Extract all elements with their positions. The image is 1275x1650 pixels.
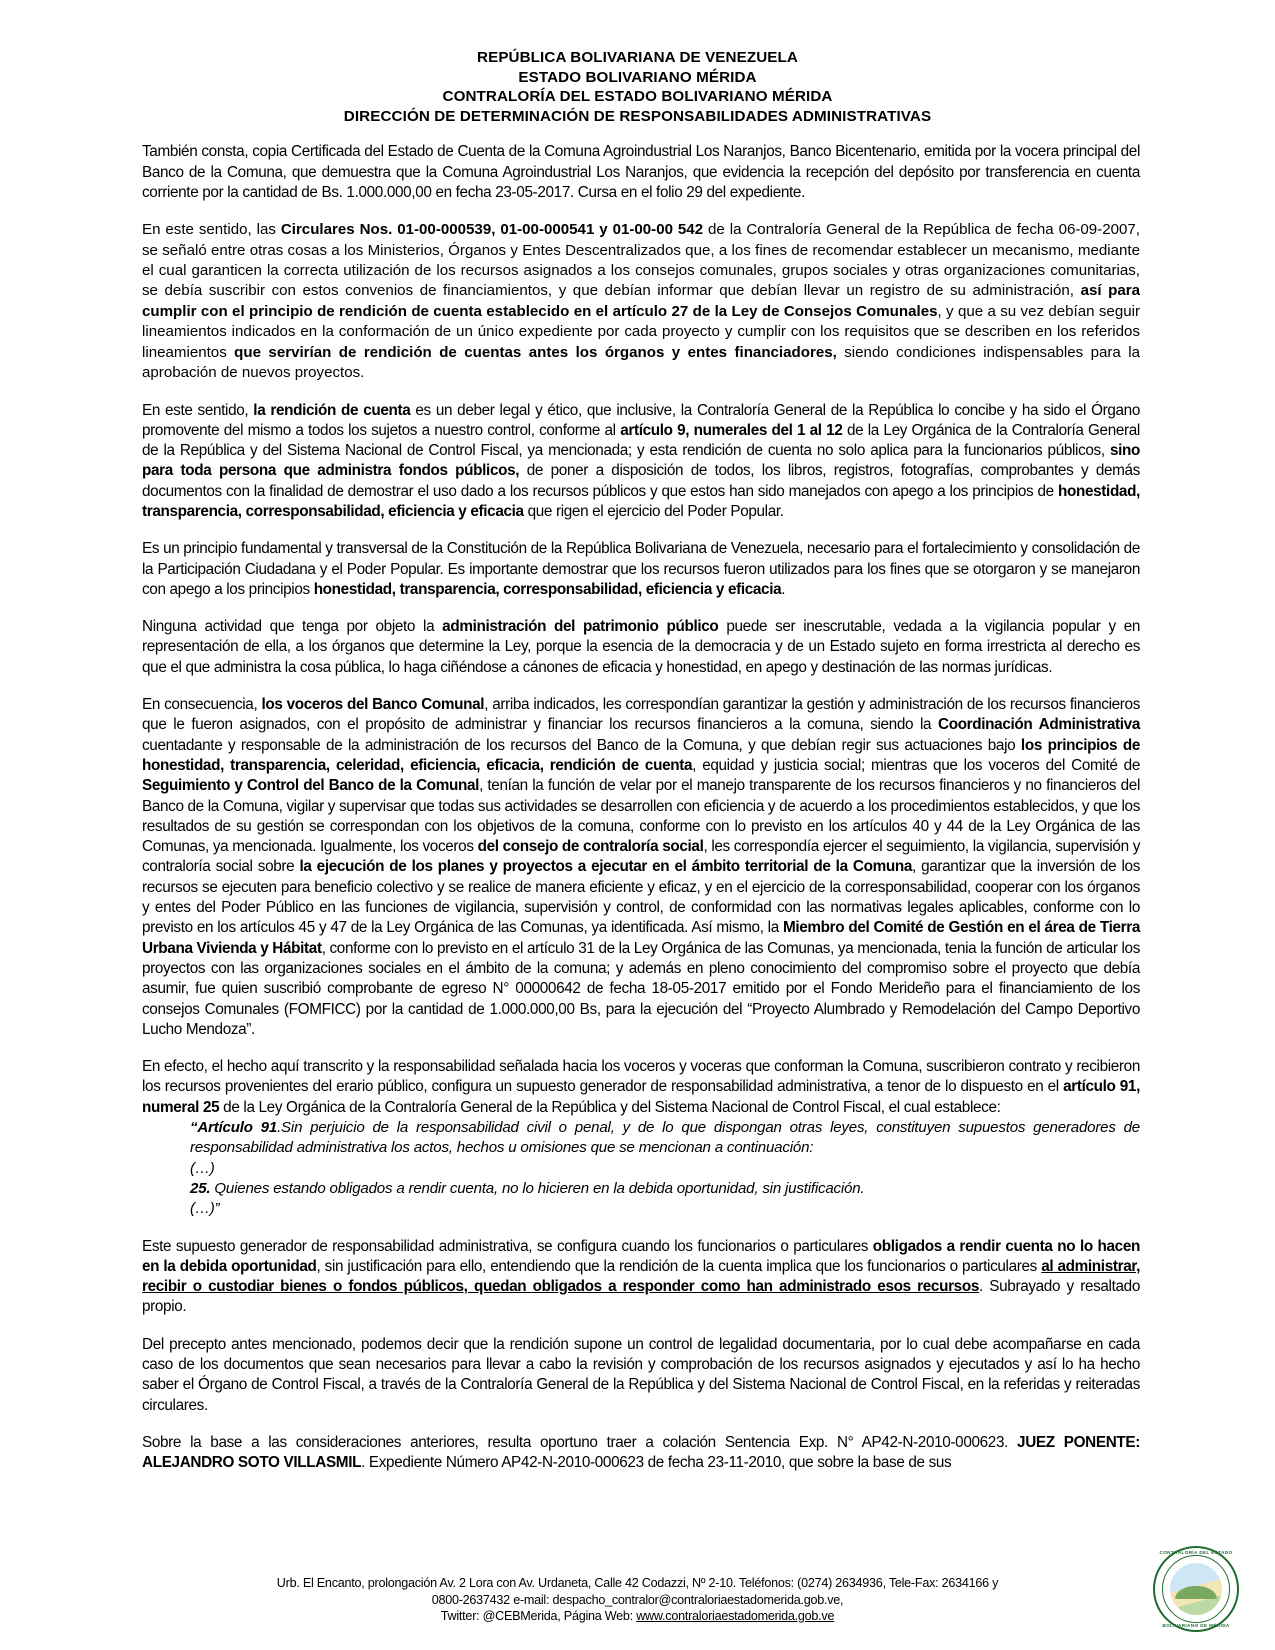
paragraph-circulares	[142, 220, 1140, 383]
text-run: , equidad y justicia social; mientras que los voceros del Comité de	[692, 756, 1140, 774]
bold-run-ejecucion-planes: la ejecución de los planes y proyectos a ejecutar en el ámbito territorial de la Comuna	[299, 858, 912, 876]
bold-run-circulares: Circulares Nos. 01-00-000539, 01-00-000541 y 01-00-00 542	[280, 221, 704, 239]
bold-run-rendicion-cuentas: que servirían de rendición de cuentas antes los órganos y entes financiadores,	[234, 343, 837, 361]
bold-run-principios-3: los principios de honestidad, transparencia, celeridad, eficiencia, eficacia, rendición de cuenta	[142, 736, 1140, 774]
text-run: .Sin perjuicio de la responsabilidad civil o penal, y de lo que dispongan otras leyes, constituyen supuestos generadores de responsabilidad administrativa los actos, hechos u omisiones que se mencionan a continuación:	[190, 1119, 1140, 1157]
bold-run-comite-gestion: Miembro del Comité de Gestión en el área de Tierra Urbana Vivienda y Hábitat	[142, 919, 1140, 957]
paragraph-en-consecuencia	[142, 695, 1140, 1040]
quote-bold-numeral-25: 25.	[190, 1179, 211, 1197]
text-run: Este supuesto generador de responsabilidad administrativa, se configura cuando los funcionarios o particulares	[142, 1237, 873, 1255]
bold-run-toda-persona: sino para toda persona que administra fondos públicos,	[142, 442, 1140, 480]
text-run: En este sentido,	[142, 401, 254, 419]
quote-line-numeral-25	[190, 1179, 1140, 1199]
bold-run-voceros-banco-comunal: los voceros del Banco Comunal	[261, 696, 485, 714]
text-run: . Expediente Número AP42-N-2010-000623 de fecha 23-11-2010, que sobre la base de sus	[361, 1454, 952, 1472]
quote-bold-articulo-91: “Artículo 91	[190, 1119, 278, 1137]
header-line-contraloria: CONTRALORÍA DEL ESTADO BOLIVARIANO MÉRIDA	[442, 88, 833, 106]
text-run: de poner a disposición de todos, los libros, registros, fotografías, comprobantes y demás documentos con la finalidad de demostrar el uso dado a los recursos públicos y que estos han sido manejados con apego a los principios de	[142, 462, 1140, 500]
text-run: Twitter: @CEBMerida, Página Web:	[440, 1608, 637, 1623]
text-run: , conforme con lo previsto en el artículo 31 de la Ley Orgánica de las Comunas, ya mencionada, tenia la función de articular los proyectos con las organizaciones sociales en el ámbito de la comuna; y además en pleno conocimiento del compromiso sobre el proyecto que debía asumir, fue quien suscribió comprobante de egreso N° 00000642 de fecha 18-05-2017 emitido por el Fondo Merideño para el financiamiento de los consejos Comunales (FOMFICC) por la cantidad de 1.000.000,00 Bs, para la ejecución del “Proyecto Alumbrado y Remodelación del Campo Deportivo Lucho Mendoza”.	[142, 939, 1140, 1038]
seal-emblem-graphic	[1170, 1563, 1222, 1615]
bold-run-principio-rendicion: así para cumplir con el principio de rendición de cuenta establecido en el artículo 27 de la Ley de Consejos Comunales	[142, 282, 1140, 320]
text-run: . Subrayado y resaltado propio.	[142, 1278, 1140, 1316]
bold-underline-run-administrar-recursos: al administrar, recibir o custodiar bienes o fondos públicos, quedan obligados a responder como han administrado esos recursos	[142, 1257, 1141, 1296]
quote-block-articulo-91	[190, 1118, 1140, 1219]
footer-website-link[interactable]: www.contraloriaestadomerida.gob.ve	[636, 1608, 835, 1623]
bold-run-principios-2: honestidad, transparencia, corresponsabilidad, eficiencia y eficacia	[313, 580, 782, 598]
header-line-direccion: DIRECCIÓN DE DETERMINACIÓN DE RESPONSABILIDADES ADMINISTRATIVAS	[343, 107, 932, 125]
paragraph-principio-constitucion	[142, 539, 1140, 600]
document-body-continued	[142, 1237, 1140, 1474]
header-line-republica: REPÚBLICA BOLIVARIANA DE VENEZUELA	[477, 49, 798, 66]
seal-bottom-text: BOLIVARIANO DE MÉRIDA	[1162, 1623, 1230, 1628]
document-footer	[0, 1575, 1275, 1624]
text-run: Quienes estando obligados a rendir cuenta, no lo hicieren en la debida oportunidad, sin justificación.	[210, 1179, 865, 1197]
text-run: de la Ley Orgánica de la Contraloría General de la República y del Sistema Nacional de Control Fiscal, el cual establece:	[219, 1098, 1001, 1116]
bold-run-patrimonio-publico: administración del patrimonio público	[442, 618, 719, 636]
bold-run-articulo-9: artículo 9, numerales del 1 al 12	[620, 421, 843, 439]
text-run: En efecto, el hecho aquí transcrito y la responsabilidad señalada hacia los voceros y voceras que conforman la Comuna, suscribieron contrato y recibieron los recursos provenientes del erario público, configura un supuesto generador de responsabilidad administrativa, a tenor de lo dispuesto en el	[142, 1058, 1140, 1096]
text-run: Ninguna actividad que tenga por objeto la	[142, 618, 443, 636]
footer-web-line	[0, 1608, 1275, 1624]
text-run: , arriba indicados, les correspondían garantizar la gestión y administración de los recursos financieros que le fueron asignados, con el propósito de administrar y financiar los recursos financieros a la comuna, siendo la	[142, 696, 1140, 734]
text-run: de la Contraloría General de la República de fecha 06-09-2007, se señaló entre otras cosas a los Ministerios, Órganos y Entes Descentralizados que, a los fines de recomendar establecer un mecanismo, mediante el cual garanticen la correcta utilización de los recursos asignados a los consejos comunales, grupos sociales y otras organizaciones comunitarias, se debía suscribir con estos convenios de financiamientos, y que debían informar que debían llevar un registro de su administración,	[142, 221, 1140, 300]
paragraph-ninguna-actividad	[142, 617, 1140, 678]
text-run: cuentadante y responsable de la administración de los recursos del Banco de la Comuna, y que debían regir sus actuaciones bajo	[142, 736, 1021, 754]
text-run: puede ser inescrutable, vedada a la vigilancia popular y en representación de ella, a los órganos que determine la Ley, porque la esencia de la democracia y de un Estado sujeto en forma irrestricta al derecho es que el que administra la cosa pública, lo haga ciñéndose a cánones de eficacia y honestidad, en apego y destinación de las normas jurídicas.	[142, 618, 1141, 676]
document-header	[0, 0, 1275, 126]
text-run: En consecuencia,	[142, 696, 262, 714]
text-run: , y que a su vez debían seguir lineamientos indicados en la conformación de un único expediente por cada proyecto y cumplir con los requisitos que se describen en los referidos lineamientos	[142, 302, 1140, 361]
text-run: de la Ley Orgánica de la Contraloría General de la República y del Sistema Nacional de Control Fiscal, ya mencionada; y esta rendición de cuenta no solo aplica para la funcionarios públicos,	[142, 421, 1140, 460]
footer-email-line: 0800-2637432 e-mail: despacho_contralor@contraloriaestadomerida.gob.ve,	[431, 1592, 844, 1607]
contraloria-seal-logo	[1153, 1546, 1239, 1632]
seal-top-text: CONTRALORÍA DEL ESTADO	[1159, 1550, 1233, 1555]
paragraph-en-efecto	[142, 1057, 1140, 1118]
text-run: es un deber legal y ético, que inclusive, la Contraloría General de la República lo concibe y ha sido el Órgano promovente del mismo a todos los sujetos a nuestro control, conforme al	[142, 401, 1140, 439]
quote-line-1	[190, 1118, 1140, 1159]
bold-run-obligados-rendir-cuenta: obligados a rendir cuenta no lo hacen en la debida oportunidad	[142, 1237, 1140, 1275]
document-body	[142, 126, 1140, 1118]
paragraph-rendicion-deber-legal	[142, 401, 1140, 523]
bold-run-contraloria-social: del consejo de contraloría social	[477, 838, 704, 856]
text-run: Es un principio fundamental y transversal de la Constitución de la República Bolivariana de Venezuela, necesario para el fortalecimiento y consolidación de la Participación Ciudadana y el Poder Popular. Es importante demostrar que los recursos fueron utilizados para los fines que se otorgaron y se manejaron con apego a los principios	[142, 540, 1140, 598]
footer-address-line: Urb. El Encanto, prolongación Av. 2 Lora con Av. Urdaneta, Calle 42 Codazzi, Nº 2-10. Teléfonos: (0274) 2634936, Tele-Fax: 2634166 y	[276, 1576, 999, 1591]
quote-line-ellipsis-2: (…)”	[190, 1200, 220, 1218]
paragraph-supuesto-generador	[142, 1237, 1140, 1318]
bold-run-juez-ponente: JUEZ PONENTE: ALEJANDRO SOTO VILLASMIL	[142, 1433, 1141, 1472]
text-run: , sin justificación para ello, entendiendo que la rendición de la cuenta implica que los funcionarios o particulares	[316, 1257, 1042, 1275]
text-run: que rigen el ejercicio del Poder Popular.	[523, 503, 784, 520]
text-run: En este sentido, las	[142, 221, 281, 239]
bold-run-coordinacion-administrativa: Coordinación Administrativa	[938, 716, 1140, 734]
paragraph-estado-de-cuenta	[142, 142, 1140, 203]
text-run: , garantizar que la inversión de los recursos se ejecuten para beneficio colectivo y se realice de manera eficiente y eficaz, y en el ejercicio de la corresponsabilidad, cooperar con los órganos y entes del Poder Público en las funciones de vigilancia, supervisión y control, de conformidad con las normativas legales aplicables, conforme con lo previsto en los artículos 45 y 47 de la Ley Orgánica de las Comunas, ya identificada. Así mismo, la	[142, 858, 1140, 937]
text-run: .	[781, 580, 786, 598]
paragraph-sentencia	[142, 1433, 1140, 1474]
paragraph-del-precepto	[142, 1335, 1140, 1416]
text-run: , les correspondía ejercer el seguimiento, la vigilancia, supervisión y contraloría social sobre	[142, 838, 1141, 876]
text-run: También consta, copia Certificada del Estado de Cuenta de la Comuna Agroindustrial Los Naranjos, Banco Bicentenario, emitida por la vocera principal del Banco de la Comuna, que demuestra que la Comuna Agroindustrial Los Naranjos, que evidencia la recepción del depósito por transferencia en cuenta corriente por la cantidad de Bs. 1.000.000,00 en fecha 23-05-2017. Cursa en el folio 29 del expediente.	[142, 143, 1140, 201]
bold-run-rendicion-de-cuenta: la rendición de cuenta	[253, 401, 411, 419]
text-run: siendo condiciones indispensables para la aprobación de nuevos proyectos.	[142, 343, 1140, 382]
header-line-estado: ESTADO BOLIVARIANO MÉRIDA	[518, 68, 757, 86]
bold-run-articulo-91-numeral-25: artículo 91, numeral 25	[142, 1078, 1140, 1116]
text-run: , tenían la función de velar por el manejo transparente de los recursos financieros y no financieros del Banco de la Comuna, vigilar y supervisar que todas sus actividades se desarrollen con eficiencia y de acuerdo a los procedimientos establecidos, y que los resultados de su gestión se correspondan con los objetivos de la comuna, conforme con lo previsto en los artículos 40 y 44 de la Ley Orgánica de las Comunas, ya mencionada. Igualmente, los voceros	[142, 777, 1140, 856]
text-run: Del precepto antes mencionado, podemos decir que la rendición supone un control de legalidad documentaria, por lo cual debe acompañarse en cada caso de los documentos que sean necesarios para llevar a cabo la revisión y comprobación de los recursos asignados y ejecutados y así lo ha hecho saber el Órgano de Control Fiscal, a través de la Contraloría General de la República y del Sistema Nacional de Control Fiscal, en la referidas y reiteradas circulares.	[142, 1335, 1140, 1414]
text-run: Sobre la base a las consideraciones anteriores, resulta oportuno traer a colación Sentencia Exp. N° AP42-N-2010-000623.	[142, 1433, 1018, 1451]
bold-run-seguimiento-control: Seguimiento y Control del Banco de la Comunal	[142, 777, 480, 795]
bold-run-principios-1: honestidad, transparencia, corresponsabilidad, eficiencia y eficacia	[142, 482, 1140, 520]
quote-line-ellipsis-1: (…)	[190, 1159, 215, 1177]
